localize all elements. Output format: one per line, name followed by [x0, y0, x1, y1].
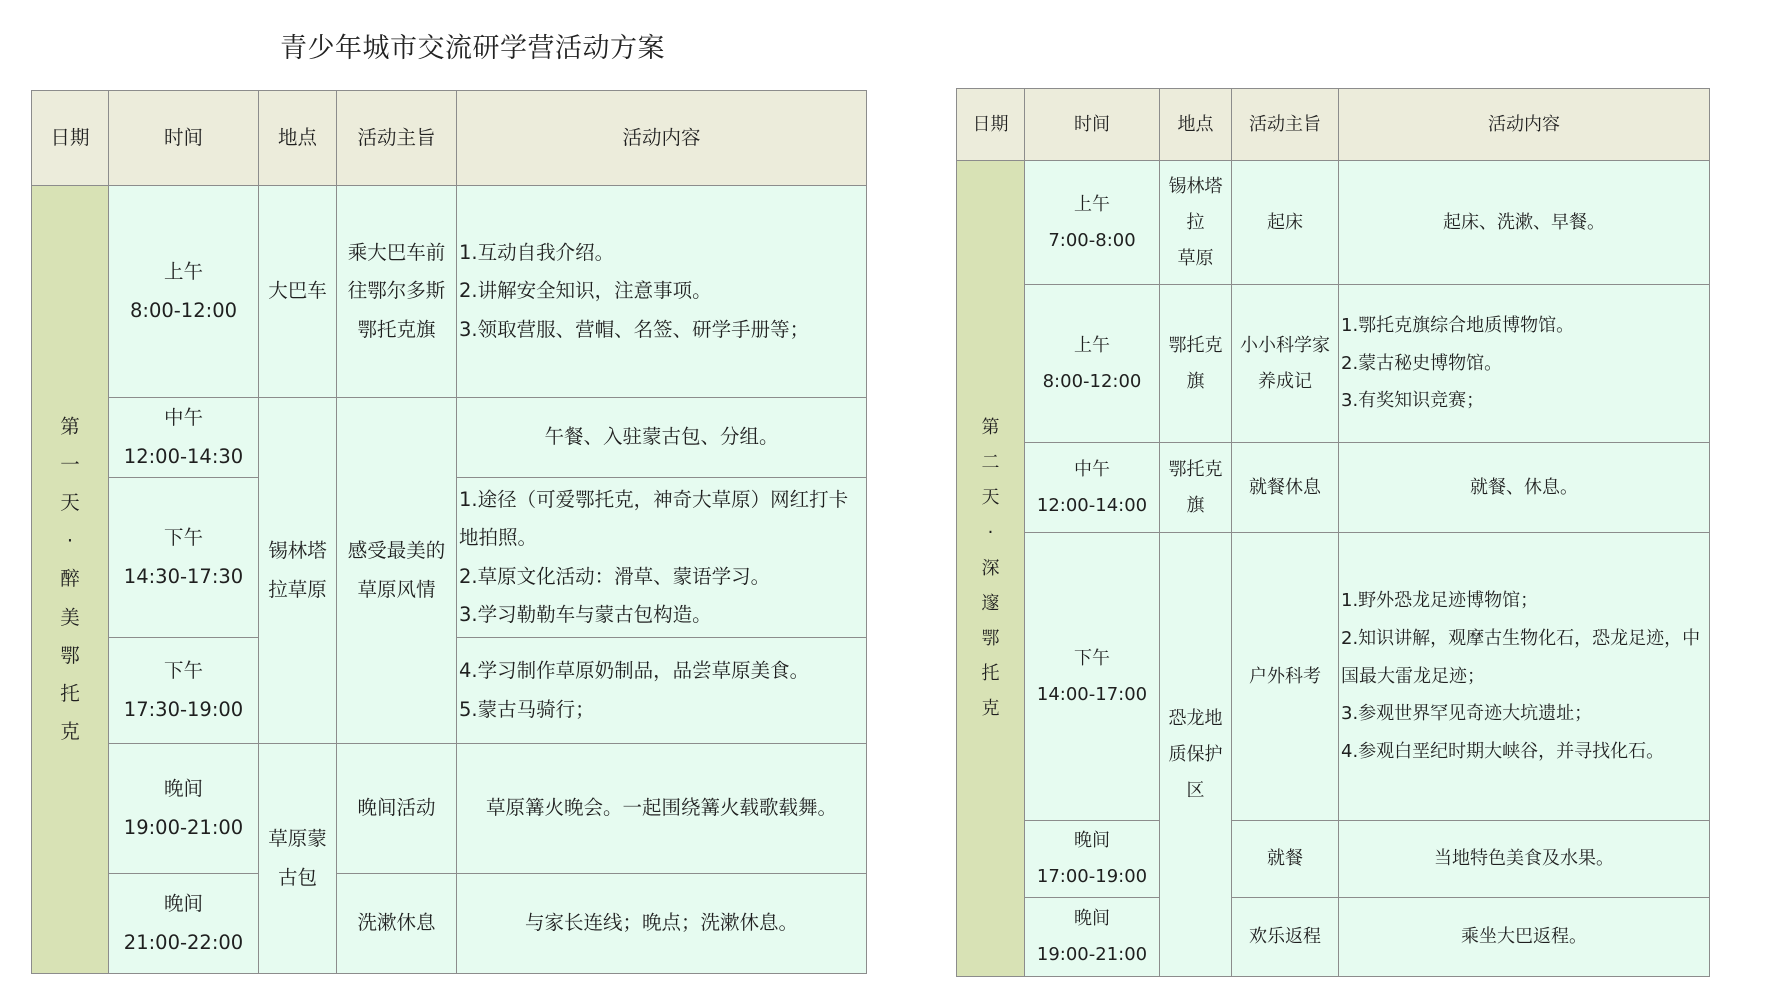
header-content: 活动内容 [1339, 89, 1710, 161]
place-cell: 恐龙地 质保护 区 [1160, 533, 1232, 977]
place-cell: 大巴车 [259, 186, 337, 398]
theme-cell: 乘大巴车前 往鄂尔多斯 鄂托克旗 [337, 186, 457, 398]
table-row [957, 443, 1710, 533]
theme-cell: 起床 [1232, 161, 1339, 285]
table-row [957, 285, 1710, 443]
table-row [32, 186, 867, 398]
table-row [957, 533, 1710, 821]
content-cell: 草原篝火晚会。一起围绕篝火载歌载舞。 [457, 744, 867, 874]
place-cell: 锡林塔拉 草原 [1160, 161, 1232, 285]
place-cell: 鄂托克 旗 [1160, 285, 1232, 443]
table-row [957, 898, 1710, 977]
theme-cell: 小小科学家 养成记 [1232, 285, 1339, 443]
time-cell: 下午 14:00-17:00 [1025, 533, 1160, 821]
place-cell: 鄂托克 旗 [1160, 443, 1232, 533]
table-row [957, 821, 1710, 898]
content-cell: 与家长连线；晚点；洗漱休息。 [457, 874, 867, 974]
content-cell: 午餐、入驻蒙古包、分组。 [457, 398, 867, 478]
content-cell: 1.野外恐龙足迹博物馆； 2.知识讲解，观摩古生物化石，恐龙足迹，中国最大雷龙足迹； 3.参观世界罕见奇迹大坑遗址； 4.参观白垩纪时期大峡谷，并寻找化石。 [1339, 533, 1710, 821]
content-cell: 乘坐大巴返程。 [1339, 898, 1710, 977]
time-cell: 中午 12:00-14:00 [1025, 443, 1160, 533]
table-row [32, 398, 867, 478]
header-time: 时间 [1025, 89, 1160, 161]
time-cell: 晚间 21:00-22:00 [109, 874, 259, 974]
content-cell: 4.学习制作草原奶制品，品尝草原美食。 5.蒙古马骑行； [457, 638, 867, 744]
theme-cell: 欢乐返程 [1232, 898, 1339, 977]
content-cell: 1.互动自我介绍。 2.讲解安全知识，注意事项。 3.领取营服、营帽、名签、研学手册等； [457, 186, 867, 398]
header-place: 地点 [259, 91, 337, 186]
content-cell: 1.途径（可爱鄂托克，神奇大草原）网红打卡地拍照。 2.草原文化活动：滑草、蒙语学习。 3.学习勒勒车与蒙古包构造。 [457, 478, 867, 638]
time-cell: 上午 7:00-8:00 [1025, 161, 1160, 285]
content-cell: 当地特色美食及水果。 [1339, 821, 1710, 898]
time-cell: 上午 8:00-12:00 [109, 186, 259, 398]
table-row [32, 874, 867, 974]
content-cell: 起床、洗漱、早餐。 [1339, 161, 1710, 285]
content-cell: 就餐、休息。 [1339, 443, 1710, 533]
page-title: 青少年城市交流研学营活动方案 [280, 33, 665, 64]
table-header-row [957, 89, 1710, 161]
table-row [957, 161, 1710, 285]
time-cell: 中午 12:00-14:30 [109, 398, 259, 478]
place-cell: 草原蒙 古包 [259, 744, 337, 974]
header-theme: 活动主旨 [337, 91, 457, 186]
theme-cell: 洗漱休息 [337, 874, 457, 974]
time-cell: 下午 17:30-19:00 [109, 638, 259, 744]
table-row [32, 744, 867, 874]
table-header-row [32, 91, 867, 186]
theme-cell: 晚间活动 [337, 744, 457, 874]
theme-cell: 感受最美的 草原风情 [337, 398, 457, 744]
theme-cell: 户外科考 [1232, 533, 1339, 821]
day2-schedule-table [956, 88, 1710, 977]
day-label [957, 161, 1025, 977]
time-cell: 晚间 19:00-21:00 [109, 744, 259, 874]
time-cell: 上午 8:00-12:00 [1025, 285, 1160, 443]
day-label-text: 第 二 天 · 深 邃 鄂 托 克 [981, 417, 1000, 719]
header-content: 活动内容 [457, 91, 867, 186]
place-cell: 锡林塔 拉草原 [259, 398, 337, 744]
header-place: 地点 [1160, 89, 1232, 161]
time-cell: 下午 14:30-17:30 [109, 478, 259, 638]
content-cell: 1.鄂托克旗综合地质博物馆。 2.蒙古秘史博物馆。 3.有奖知识竞赛； [1339, 285, 1710, 443]
day-label-text: 第 一 天 · 醉 美 鄂 托 克 [60, 415, 80, 743]
time-cell: 晚间 17:00-19:00 [1025, 821, 1160, 898]
header-date: 日期 [32, 91, 109, 186]
time-cell: 晚间 19:00-21:00 [1025, 898, 1160, 977]
day1-schedule-table [31, 90, 867, 974]
header-date: 日期 [957, 89, 1025, 161]
header-time: 时间 [109, 91, 259, 186]
theme-cell: 就餐 [1232, 821, 1339, 898]
header-theme: 活动主旨 [1232, 89, 1339, 161]
theme-cell: 就餐休息 [1232, 443, 1339, 533]
day-label [32, 186, 109, 974]
